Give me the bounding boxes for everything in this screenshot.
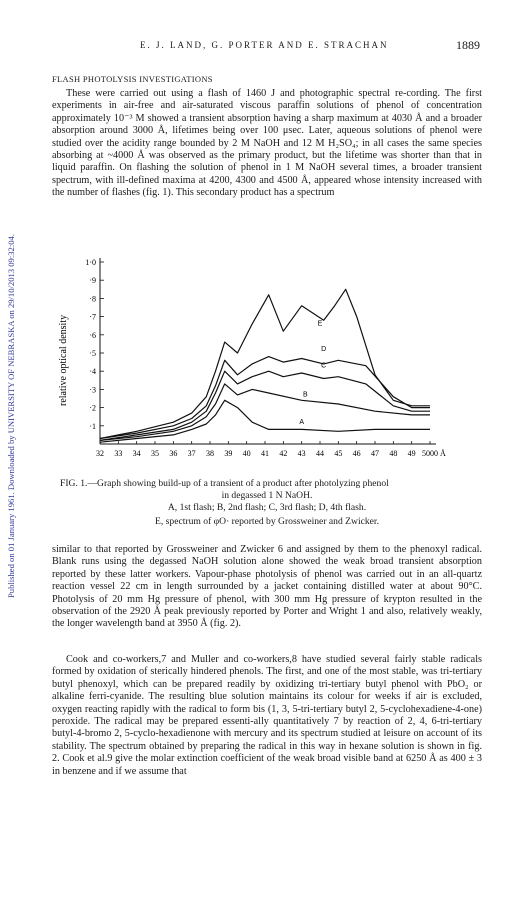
x-tick-label: 44 [316, 449, 324, 458]
y-tick-label: ·1 [89, 421, 96, 431]
figure-1-caption [52, 478, 482, 502]
y-tick-label: 1·0 [85, 258, 96, 267]
x-tick-label: 45 [334, 449, 343, 458]
y-tick-label: ·4 [89, 367, 96, 377]
x-unit-label: Å [440, 449, 446, 458]
figure-label: FIG. 1. [60, 478, 88, 489]
download-watermark-text: Published on 01 January 1961. Downloaded by UNIVERSITY OF NEBRASKA on 29/10/2013 09:32:04. [6, 234, 16, 598]
figure-1-svg [54, 252, 474, 474]
download-watermark [4, 118, 18, 598]
series-B-label: B [302, 391, 308, 399]
series-E-line [100, 289, 430, 438]
y-tick-label: ·3 [89, 385, 96, 395]
x-tick-label: 48 [389, 449, 398, 458]
series-B-line [100, 384, 430, 441]
page-number: 1889 [456, 38, 480, 52]
x-tick-label: 43 [297, 449, 306, 458]
x-tick-label: 49 [407, 449, 416, 458]
x-tick-label: 32 [96, 449, 104, 458]
series-D-label: D [321, 346, 327, 354]
y-tick-label: ·6 [89, 330, 96, 340]
x-tick-label: 37 [187, 449, 196, 458]
x-tick-label: 35 [151, 449, 159, 458]
series-C-label: C [321, 362, 327, 370]
caption-legend-1: A, 1st flash; B, 2nd flash; C, 3rd flash; D, 4th flash. [167, 502, 367, 513]
x-tick-label: 42 [279, 449, 288, 458]
figure-1-chart [54, 252, 474, 474]
series-D-line [100, 357, 430, 439]
y-tick-label: ·5 [89, 349, 96, 358]
x-tick-label: 5000 [422, 449, 438, 458]
x-tick-label: 39 [224, 449, 233, 458]
x-tick-label: 41 [261, 449, 269, 458]
x-tick-label: 36 [169, 449, 178, 458]
x-tick-label: 34 [132, 449, 141, 458]
series-A-line [100, 400, 430, 442]
y-tick-label: ·9 [89, 276, 96, 286]
series-A-label: A [299, 418, 305, 426]
x-tick-label: 33 [114, 449, 123, 458]
series-E-label: E [317, 320, 323, 328]
y-tick-label: ·2 [89, 403, 96, 413]
section-title: FLASH PHOTOLYSIS INVESTIGATIONS [52, 74, 213, 84]
paragraph-flash-photolysis: These were carried out using a flash of 1460 J and photographic spectral re-cording. The first experiments in air-free and air-saturated viscous paraffin solutions of phenol of concentration approximately 10⁻³ M showed a transient absorption having a sharp maximum at 4030 Å and a broader absorption around 3000 Å, lifetimes being over 100 μsec. Later, aqueous solutions of phenol were studied over the acidity range bounded by 2 M NaOH and 12 M H₂SO₄; in all cases the same species absorbing at ~4000 Å was observed as the primary product, but the lifetime was shorter than that in liquid paraffin. On flashing the solution of phenol in 1 M NaOH several times, a broader transient spectrum, with ill-defined maxima at 4200, 4300 and 4500 Å, appeared whose intensity increased with the number of flashes (fig. 1). This secondary product has a spectrum [52, 88, 482, 199]
running-head-authors: E. J. LAND, G. PORTER AND E. STRACHAN [140, 40, 389, 50]
caption-line-1: —Graph showing build-up of a transient of a product after photolyzing phenol [87, 478, 389, 489]
page-header [0, 40, 528, 56]
x-tick-label: 38 [206, 449, 214, 458]
paragraph-phenoxyl-radical: similar to that reported by Grossweiner and Zwicker 6 and assigned by them to the phenoxyl radical. Blank runs using the degassed NaOH solution alone showed the weak broad transient absorption reported by these latter workers. Vapour-phase photolysis of phenol was carried out in an all-quartz reaction vessel 22 cm in length surrounded by a jacket containing distilled water at about 90°C. Photolysis of 20 mm Hg pressure of phenol, with 300 mm Hg pressure of krypton resulted in the observation of the 2920 Å peak previously reported by Porter and Wright 1 and also, relatively weakly, the longer wavelength band at 3950 Å (fig. 2). [52, 544, 482, 630]
x-tick-label: 40 [242, 449, 251, 458]
y-axis-label: relative optical density [58, 314, 69, 406]
x-tick-label: 47 [371, 449, 379, 458]
chart-series [100, 289, 430, 442]
y-tick-label: ·7 [89, 312, 96, 322]
caption-legend-2: E, spectrum of φO· reported by Grossweiner and Zwicker. [155, 516, 379, 527]
x-tick-label: 46 [352, 449, 361, 458]
y-tick-label: ·8 [89, 294, 96, 304]
caption-line-2: in degassed 1 N NaOH. [221, 490, 313, 501]
paragraph-hindered-phenols: Cook and co-workers,7 and Muller and co-workers,8 have studied several fairly stable radicals formed by oxidation of sterically hindered phenols. The first, and one of the most stable, was tri-tertiary butyl phenoxyl, which can be prepared readily by oxidizing tri-tertiary butyl phenol with PbO₂ or alkaline ferri-cyanide. The resulting blue solution maintains its colour for weeks if air is excluded, oxygen reacting rapidly with the radical to form bis (1, 3, 5-tri-tertiary butyl 2, 5-cyclohexadiene-4-one) peroxide. The radical may be prepared essenti-ally quantitatively 7 by reaction of 2, 4, 6-tri-tertiary butyl-4-bromo 2, 5-cyclo-hexadienone with mercury and its spectrum studied at leisure on account of its stability. The spectrum obtained by preparing the radical in this way in hexane solution is shown in fig. 2. Cook et al.9 give the molar extinction coefficient of the weak broad visible band at 6250 Å as 400 ± 3 in benzene and if we assume that [52, 654, 482, 777]
